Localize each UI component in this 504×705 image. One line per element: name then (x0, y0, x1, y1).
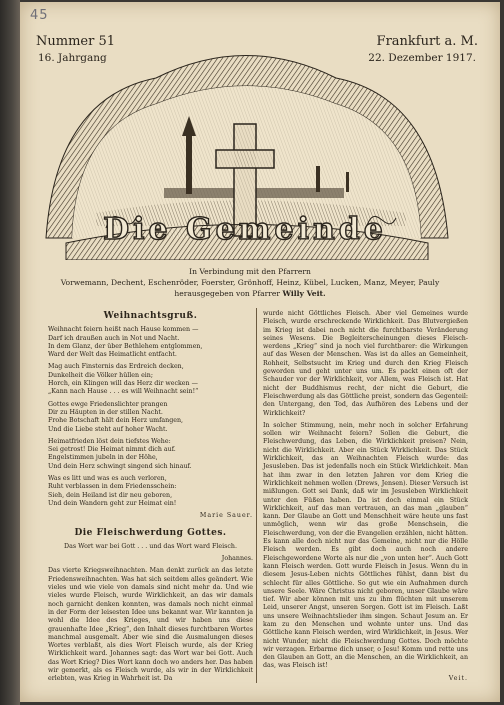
left-column (48, 310, 253, 688)
poem-author: Marie Sauer. (199, 512, 253, 520)
issue-date: 22. Dezember 1917. (368, 52, 476, 64)
article-paragraph: Das vierte Kriegsweihnachten. Man denkt zurück an das letzte Friedensweihnachten. Was hat sich seitdem alles geändert. Wie vieles und wie viele von damals sind nicht mehr da. Und wie vieles wurde Fleisch, wurde Wirklichkeit, an das wir damals noch garnicht denken konnten, was damals noch nicht einmal in der Form der leisesten Idee uns bekannt war. Wir kannten ja wohl die Idee des Krieges, und wir haben uns diese grauenhafte Idee „Krieg“, den Inhalt dieses furchtbaren Wortes manchmal ausgemalt. Aber wie sind die Ausmalungen dieses Wortes verblaßt, als dies Wort Fleisch wurde, als der Krieg Wirklichkeit ward. Johannes sagt: das Wort war bei Gott. Auch das Wort Krieg? Dies Wort kann doch wo anders her. Das haben wir gemerkt, als es Fleisch wurde, als wir in der Wirklichkeit erlebten, was Krieg in Wahrheit ist. Da (48, 567, 253, 683)
credits-editor-line (40, 288, 460, 299)
credits-editor-name: Willy Veit. (282, 289, 326, 298)
credits-block (40, 266, 460, 299)
poem-heading-text: Weihnachtsgruß. (103, 311, 198, 321)
issue-number: Nummer 51 (36, 34, 115, 49)
poem-stanza: Heimatfrieden löst dein tiefstes Wehe: Sei getrost! Die Heimat nimmt dich auf. Engelstimmen jubeln in der Höhe, Und dein Herz schwingt singend sich hinauf. (48, 437, 192, 470)
article-epigraph: Das Wort war bei Gott . . . und das Wort ward Fleisch. (64, 542, 237, 550)
poem-heading (48, 312, 253, 320)
column-divider (256, 308, 257, 683)
article-paragraph: In solcher Stimmung, nein, mehr noch in solcher Erfahrung sollen wir Weihnacht feiern? Sollen die Geburt, die Fleischwerdung, das Leben, die Wirklichkeit preisen? Nein, nicht die Wirklichkeit. Aber ein Stück Wirklichkeit. Das Stück Wirklichkeit, das an Weihnachten Fleisch wurde: das Jesusleben. Das ist jedenfalls noch ein Stück Wirklichkeit. Man hat ihm zwar in den letzten Jahren vor dem Krieg die Wirklichkeit nehmen wollen (Drews, Jensen). Dieser Versuch ist mißlungen. Gott sei Dank, daß wir im Jesusleben Wirklichkeit unter den Füßen haben. Da ist doch einmal ein Stück Wirklichkeit, auf das man vertrauen, an das man „glauben“ kann. Der Glaube an Gott und Menschheit wäre heute uns fast unmöglich, wenn wir das große Menschsein, die Fleischwerdung, von der die Evangelien erzählen, nicht hätten. Es kann alle doch nicht nur das Gemeine, nicht nur die Hölle Fleisch werden. Es gibt doch auch noch andere Fleischgewordene Worte als nur die „von unten her“. Auch Gott kann Fleisch werden. Gott wurde Fleisch in Jesus. Wenn du in diesem Jesus-Leben nichts Göttliches fühlst, dann bist du schlecht für alles Göttliche. So gut wie ein Aufnahmen durch unsere Seele. Wäre Christus nicht geboren, unser Glaube wäre tief. Wir aber können mit uns zu ihm flüchten mit unserem Leid, unserer Angst, unseren Sorgen. Gott ist im Fleisch. Laßt uns unsere Weihnachtslieder ihm singen. Schaut Jesum an. Er kam zu den Menschen und wohnte unter uns. Und das Göttliche kann Fleisch werden, wird Wirklichkeit, in Jesus. Wer nicht Wunder, nicht die Fleischwerdung Gottes. Doch möchte wir verzagen. Erbarme dich unser, o Jesu! Komm und rette uns den Glauben an Gott, an die Menschen, an die Wirklichkeit, an das, was Fleisch ist! (263, 421, 468, 670)
article-heading-text: Die Fleischwerdung Gottes. (74, 527, 227, 538)
article-signature: Veit. (448, 674, 468, 682)
right-column (263, 310, 468, 687)
issue-city: Frankfurt a. M. (376, 34, 478, 49)
poem-stanza: Weihnacht feiern heißt nach Hause kommen — Darf ich draußen auch in Not und Nacht. In dem Glanz, der über Bethlehem entglommen, Ward der Welt das Heimatlicht entfacht. (48, 326, 203, 359)
article-epigraph-source: Johannes. (221, 555, 253, 563)
poem-stanza: Was es litt und was es auch verloren, Ruht verblassen in dem Friedensschein: Sieh, dein Heiland ist dir neu geboren, Und dein Wandern geht zur Heimat ein! (48, 475, 177, 507)
issue-year: 16. Jahrgang (38, 52, 107, 64)
poem-stanza: Gottes ewge Friedenslichter prangen Dir zu Häupten in der stillen Nacht. Frohe Botschaft hält dein Herz umfangen, Und die Liebe steht auf hoher Wacht. (48, 400, 184, 433)
credits-line: In Verbindung mit den Pfarrern (189, 267, 311, 276)
credits-editor-prefix: herausgegeben von Pfarrer (174, 289, 281, 298)
masthead-title: Die Gemeinde (103, 212, 387, 247)
book-spine (0, 0, 20, 705)
poem-stanza: Mag auch Finsternis das Erdreich decken, Dunkelheit die Völker hüllen ein; Horch, ein Klingen will das Herz dir wecken — „Kann nach Hause . . . es will Weihnacht sein!“ (48, 363, 199, 396)
credits-pastors: Vorwemann, Dechent, Eschenröder, Foerster, Grönhoff, Heinz, Kübel, Lucken, Manz, Meyer, Pauly (60, 278, 440, 287)
article-paragraph: wurde nicht Göttliches Fleisch. Aber viel Gemeines wurde Fleisch, wurde erschreckende Wirklichkeit. Das Blutvergießen im Krieg ist dabei noch nicht die furchtbarste Veränderung seines Wesens. Die Begleiterscheinungen dieses Fleisch-werdens „Krieg“ sind ja noch viel furchtbarer: die Wirkungen auf das Wesen der Menschen. Was ist da alles an Gemeinheit, Rohheit, Selbstsucht im Krieg und durch den Krieg Fleisch geworden und geht unter uns um. Es packt einen oft der Schauder vor der Wirklichkeit, vor Allem, was Fleisch ist. Hat nicht der Buddhismus recht, der nicht die Geburt, die Fleischwerdung als das Göttliche preist, sondern das Gegenteil: den Untergang, den Tod, das Aufhören des Lebens und der Wirklichkeit? (263, 310, 468, 417)
article-heading (48, 529, 253, 537)
pencil-mark: 45 (30, 8, 49, 23)
